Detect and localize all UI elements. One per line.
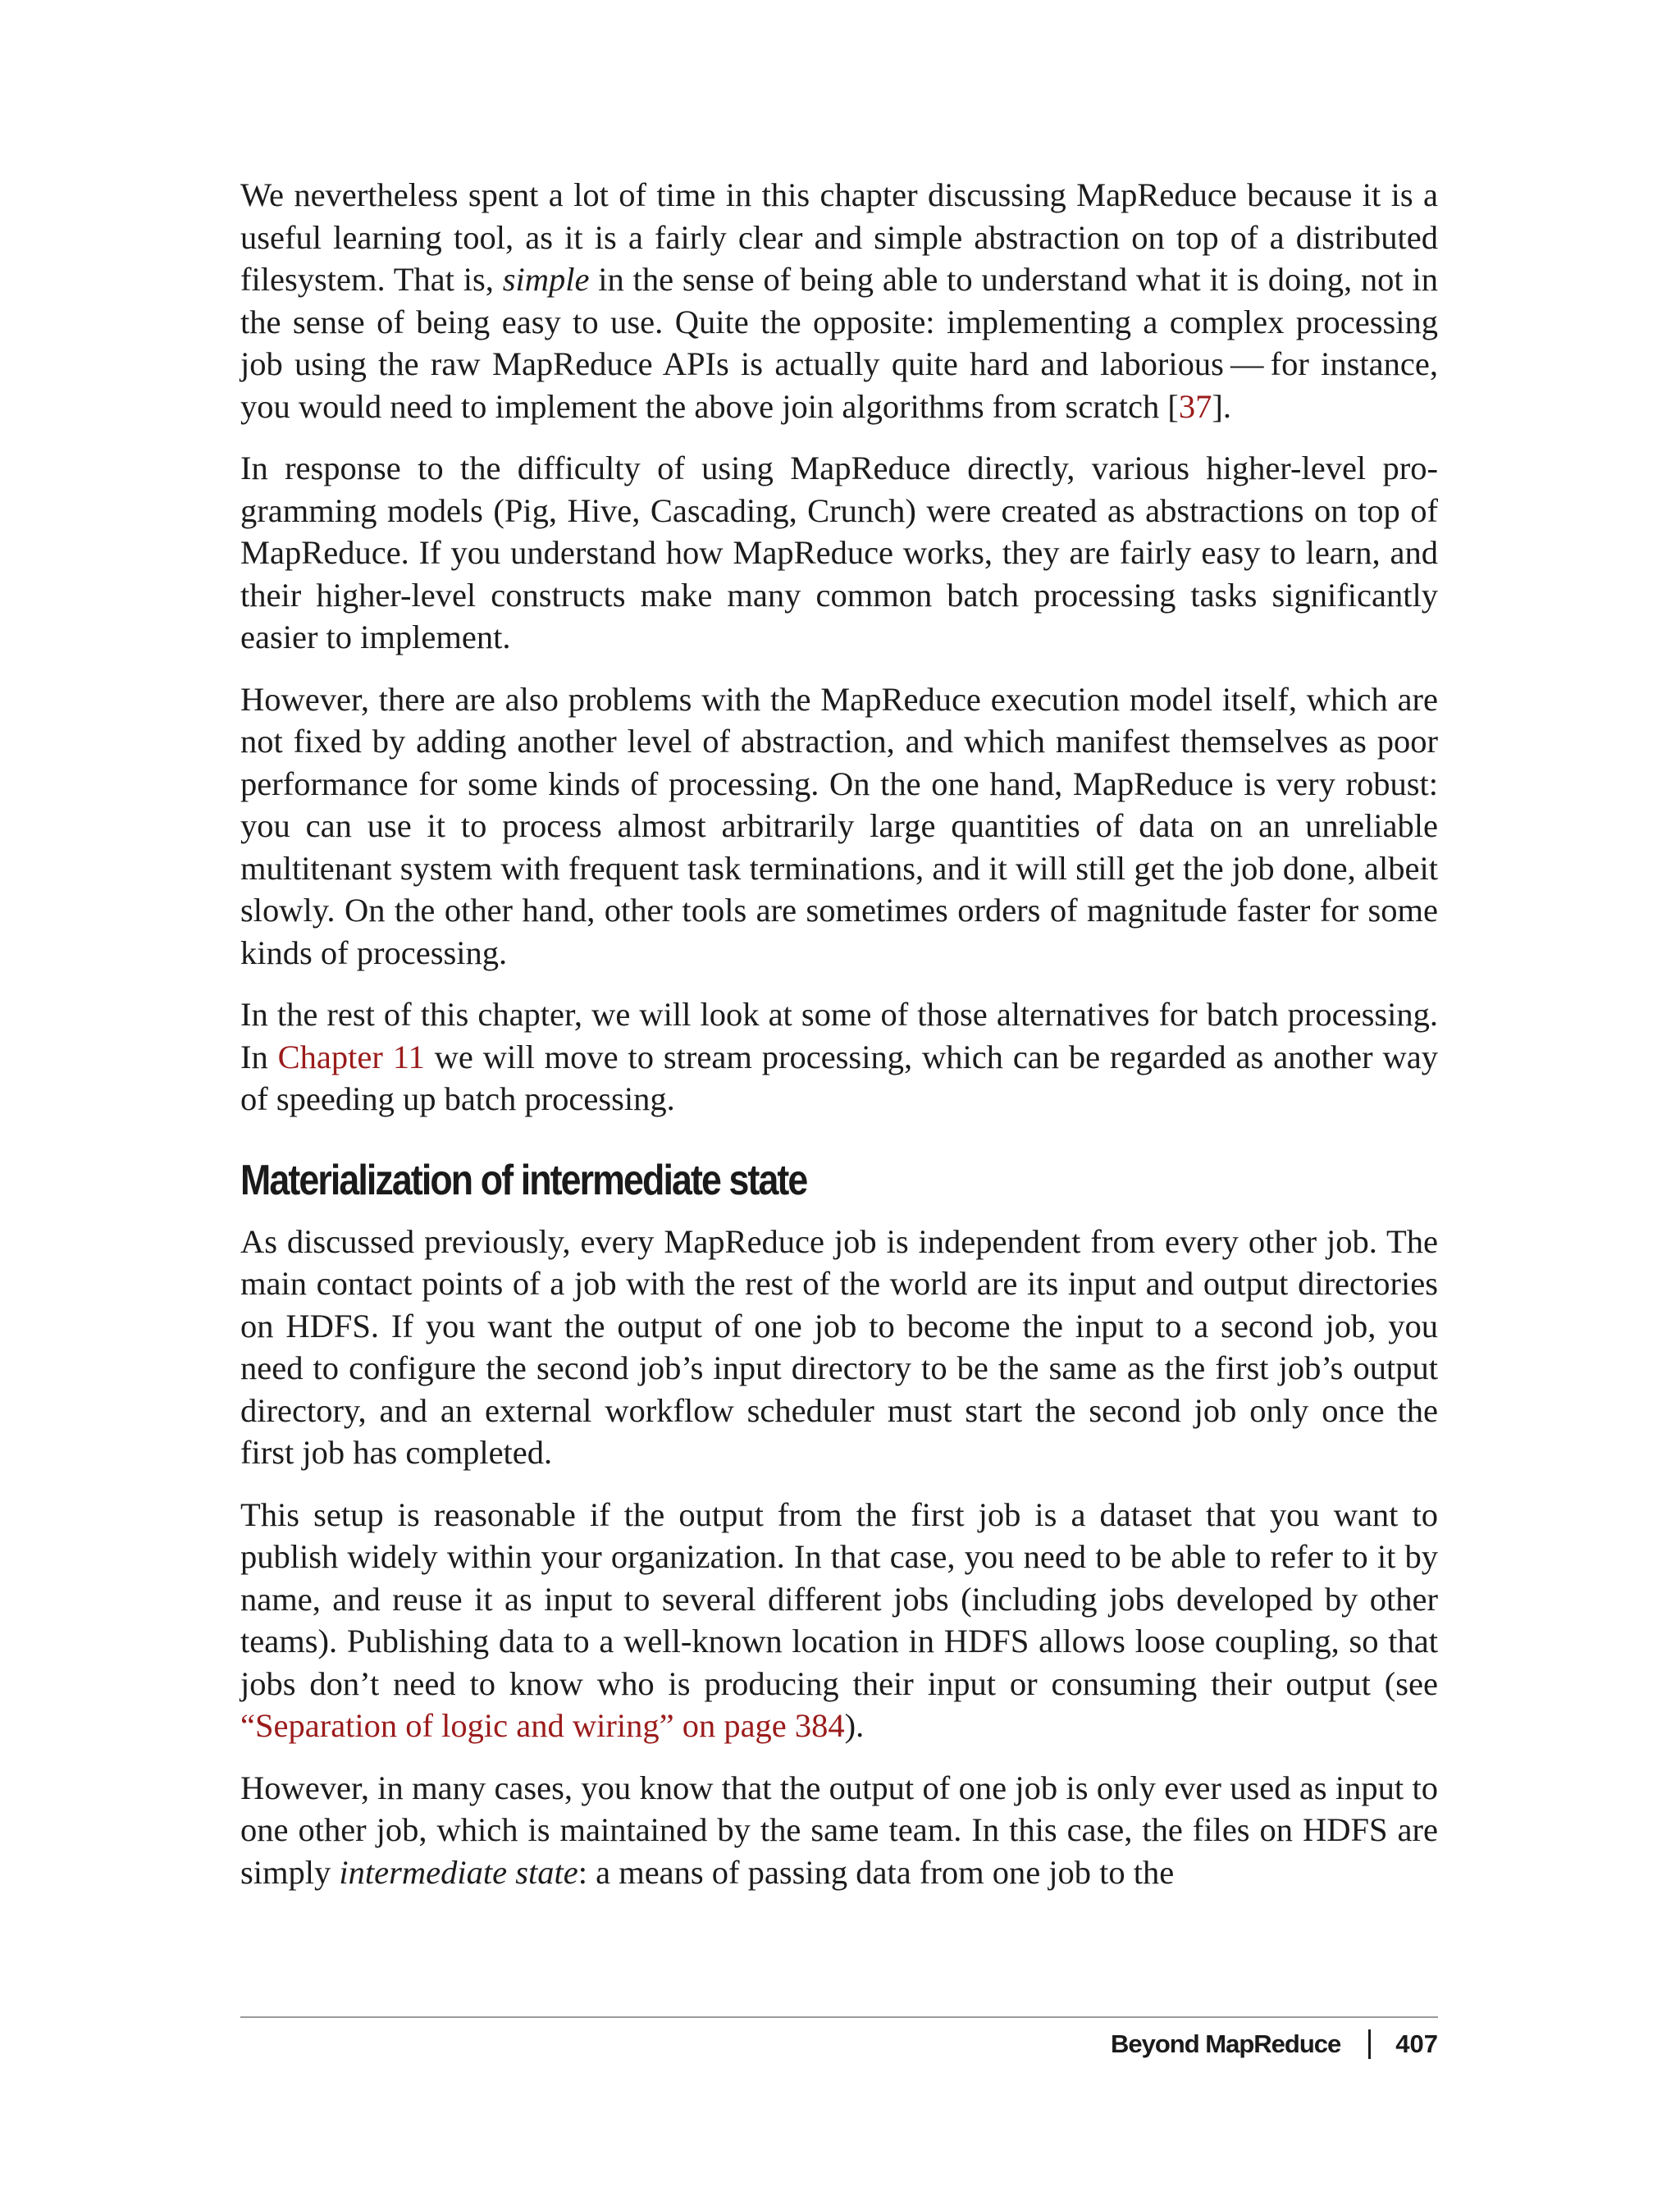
running-title: Beyond MapReduce <box>1110 2029 1341 2058</box>
paragraph-1 <box>240 174 1438 427</box>
paragraph-2 <box>240 447 1438 659</box>
text-run: This setup is reasonable if the output from the first job is a dataset that you want to publish widely within your organization. In that case, you need to be able to refer to it by name, and reuse it as input to several different jobs (including jobs developed by other teams). Publishing data to a well-known location in HDFS allows loose coupling, so that jobs don’t need to know who is producing their input or consuming their output (see <box>240 1495 1438 1702</box>
text-run: ). <box>844 1707 865 1744</box>
citation-link-37[interactable]: 37 <box>1178 387 1212 425</box>
footer-separator <box>1368 2029 1371 2059</box>
text-run: However, there are also problems with the MapReduce execution model itself, which are not fixed by adding another level of abstraction, and which manifest themselves as poor performance for some kinds of processing. On the one hand, MapReduce is very robust: you can use it to process almost arbitrarily large quantities of data on an unreliable multitenant system with frequent task terminations, and it will still get the job done, albeit slowly. On the other hand, other tools are sometimes orders of magnitude faster for some kinds of processing. <box>240 680 1438 971</box>
page-body <box>240 174 1438 1913</box>
separation-of-logic-link[interactable]: “Separation of logic and wiring” on page 384 <box>240 1707 845 1744</box>
text-run: ]. <box>1212 387 1231 425</box>
chapter-11-link[interactable]: Chapter 11 <box>277 1038 425 1075</box>
emphasis-intermediate-state: intermediate state <box>339 1853 578 1891</box>
text-run: We nevertheless spent a lot of time in this chapter discussing MapReduce because it is a useful learning tool, as it is a fairly clear and simple abstraction on top of a distributed filesystem. That is, <box>240 176 1438 298</box>
text-run: : a means of passing data from one job to the <box>578 1853 1175 1891</box>
text-run: In response to the difficulty of using MapReduce directly, various higher-level programming models (Pig, Hive, Cascading, Crunch) were created as abstractions on top of MapReduce. If you understand how MapReduce works, they are fairly easy to learn, and their higher-level constructs make many common batch processing tasks significantly easier to implement. <box>240 450 1438 655</box>
footer-rule <box>240 2016 1438 2018</box>
paragraph-4 <box>240 993 1438 1121</box>
page-number: 407 <box>1395 2029 1438 2058</box>
text-run: In the rest of this chapter, we will look at some of those alternatives for batch processing. In <box>240 996 1438 1075</box>
section-heading: Materialization of intermediate state <box>240 1156 807 1204</box>
paragraph-6 <box>240 1494 1438 1747</box>
text-run: As discussed previously, every MapReduce job is independent from every other job. The main contact points of a job with the rest of the world are its input and output directories on HDFS. If you want the output of one job to become the input to a second job, you need to configure the second job’s input directory to be the same as the first job’s output directory, and an external workflow scheduler must start the second job only once the first job has completed. <box>240 1222 1438 1471</box>
text-run: in the sense of being able to understand what it is doing, not in the sense of being easy to use. Quite the opposite: implementing a complex processing job using the raw MapReduce APIs is actually quite hard and laborious — for instance, you would need to implement the above join algorithms from scratch [ <box>240 261 1438 425</box>
paragraph-3 <box>240 678 1438 975</box>
paragraph-7 <box>240 1767 1438 1894</box>
emphasis-simple: simple <box>502 261 590 298</box>
paragraph-5 <box>240 1221 1438 1474</box>
page-footer <box>1111 2028 1438 2061</box>
text-run: we will move to stream processing, which can be regarded as another way of speeding up batch processing. <box>240 1038 1438 1117</box>
text-run: However, in many cases, you know that the output of one job is only ever used as input to one other job, which is maintained by the same team. In this case, the files on HDFS are simply <box>240 1769 1438 1891</box>
